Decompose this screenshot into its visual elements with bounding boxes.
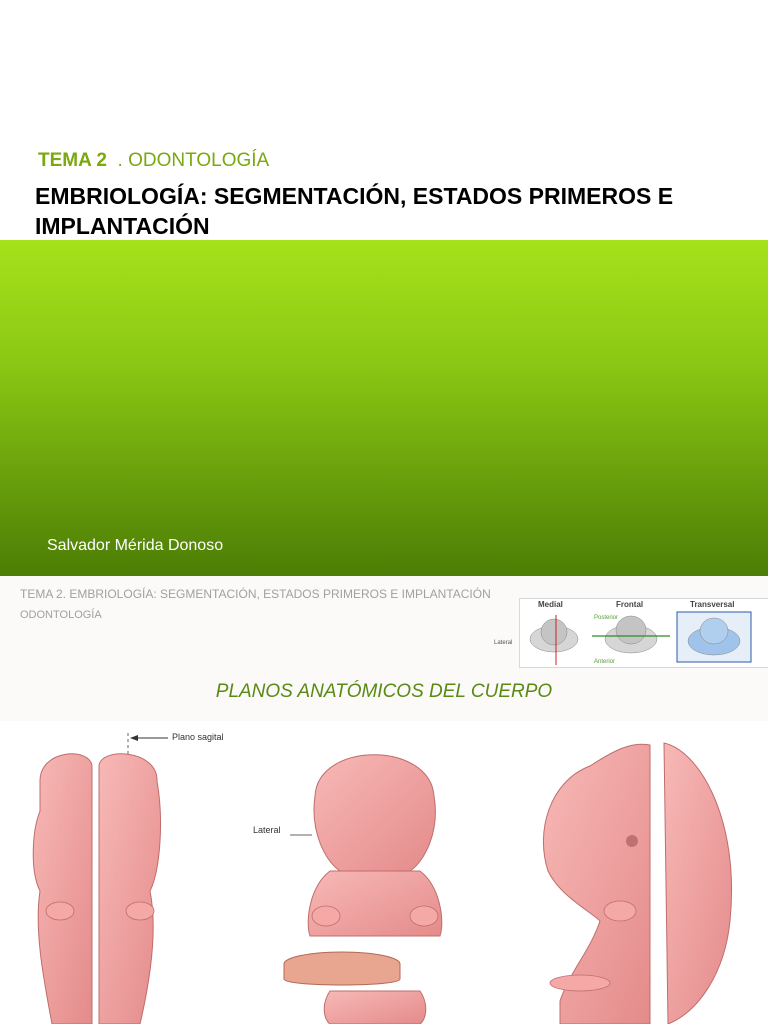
section-heading: PLANOS ANATÓMICOS DEL CUERPO [215,681,553,702]
thumb-label-anterior: Anterior [594,659,616,665]
topic-number: TEMA 2 [38,150,107,171]
thumb-label-transversal: Transversal [690,600,735,609]
green-gradient-band [0,240,768,576]
topic-subject: . ODONTOLOGÍA [106,150,270,171]
slide-title: EMBRIOLOGÍA: SEGMENTACIÓN, ESTADOS PRIMEROS E IMPLANTACIÓN [35,183,674,239]
embryo-planes-figure [0,721,768,1024]
label-plano-sagital: Plano sagital [172,732,224,742]
embryo-sagittal-split [33,754,160,1024]
thumb-label-lateral: Lateral [494,640,513,646]
embryo-transverse-slice [284,755,442,1024]
thumb-label-medial: Medial [538,600,563,609]
label-lateral: Lateral [253,825,281,835]
thumb-label-frontal: Frontal [616,600,644,609]
planes-thumbnail [494,598,768,668]
embryo-illustrations [0,721,768,1024]
slide-subheader: ODONTOLOGÍA [20,609,102,621]
slide-header: TEMA 2. EMBRIOLOGÍA: SEGMENTACIÓN, ESTADOS PRIMEROS E IMPLANTACIÓN [20,587,491,601]
author-name: Salvador Mérida Donoso [47,537,224,554]
thumbnail-illustration [520,599,768,667]
content-slide [0,576,768,1024]
topic-label [38,150,269,172]
thumb-label-posterior: Posterior [594,615,619,621]
embryo-frontal-split [543,743,731,1024]
